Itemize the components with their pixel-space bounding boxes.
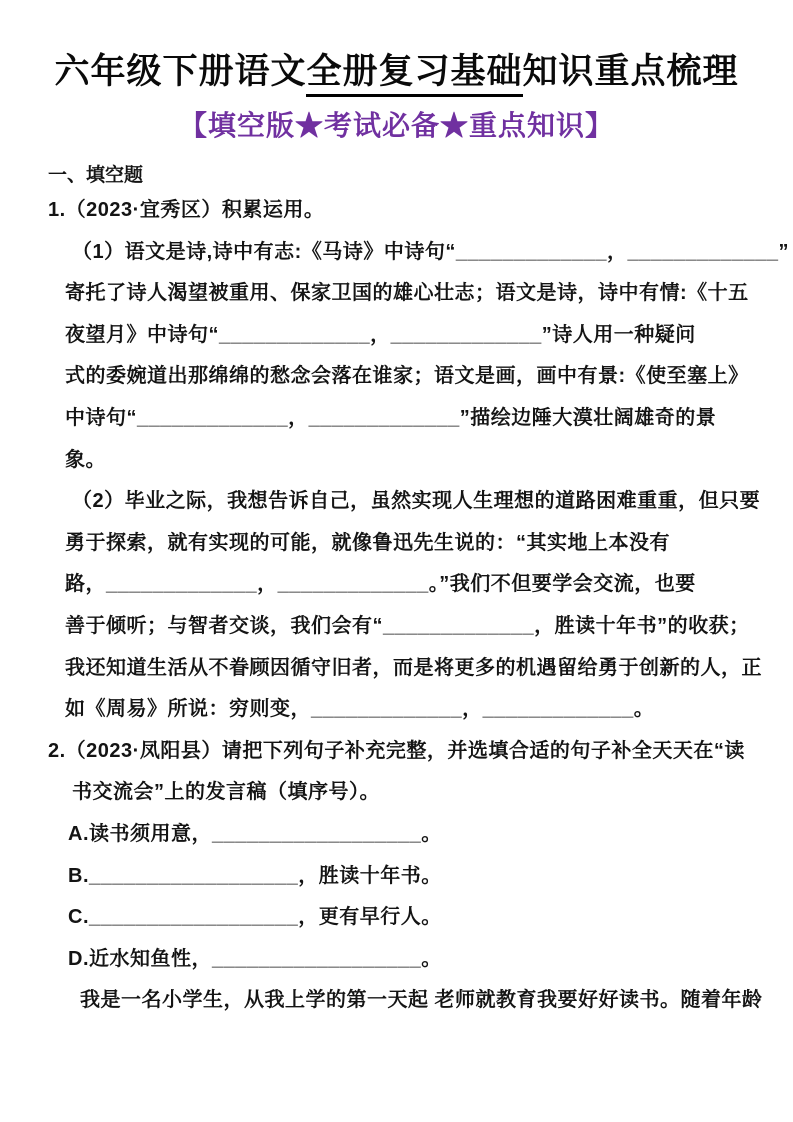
section-heading: 一、填空题	[48, 165, 144, 186]
page-subtitle: 【填空版★考试必备★重点知识】	[178, 110, 614, 141]
title-pre-text: 六年级下册语文	[54, 52, 307, 91]
document-body	[0, 190, 793, 1022]
doc-line: 书交流会”上的发言稿（填序号）。	[72, 781, 380, 804]
page-title	[0, 44, 793, 94]
doc-line: 式的委婉道出那绵绵的愁念会落在谁家；语文是画，画中有景:《使至塞上》	[65, 365, 749, 388]
doc-line: 路，_____________，_____________。”我们不但要学会交流，也要	[65, 573, 696, 596]
doc-line-option-c: C.__________________，更有早行人。	[68, 906, 442, 929]
doc-line: 我还知道生活从不眷顾因循守旧者，而是将更多的机遇留给勇于创新的人，正	[65, 656, 762, 679]
doc-line: 中诗句“_____________，_____________”描绘边陲大漠壮阔雄奇的景	[65, 406, 717, 429]
doc-line-option-a: A.读书须用意，__________________。	[68, 822, 442, 845]
doc-line: 如《周易》所说：穷则变，_____________，_____________。	[65, 698, 655, 721]
title-underlined-text: 全册复习基础	[306, 52, 522, 97]
doc-line-option-b: B.__________________，胜读十年书。	[68, 864, 442, 887]
doc-line: 勇于探索，就有实现的可能，就像鲁迅先生说的：“其实地上本没有	[65, 531, 670, 554]
doc-line-question-2: 2.（2023·凤阳县）请把下列句子补充完整，并选填合适的句子补全天天在“读	[48, 739, 745, 762]
doc-line-option-d: D.近水知鱼性，__________________。	[68, 947, 442, 970]
doc-line: （2）毕业之际，我想告诉自己，虽然实现人生理想的道路困难重重，但只要	[72, 490, 761, 513]
doc-line-question-1: 1.（2023·宜秀区）积累运用。	[48, 199, 325, 221]
doc-line: 象。	[65, 448, 106, 471]
doc-line: 我是一名小学生，从我上学的第一天起 老师就教育我要好好读书。随着年龄	[80, 989, 763, 1012]
doc-line: 善于倾听；与智者交谈，我们会有“_____________，胜读十年书”的收获；	[65, 614, 750, 637]
doc-line: （1）语文是诗,诗中有志:《马诗》中诗句“_____________，_____________”	[72, 240, 790, 263]
title-post-text: 知识重点梳理	[522, 52, 739, 91]
doc-line: 寄托了诗人渴望被重用、保家卫国的雄心壮志；语文是诗，诗中有情:《十五	[65, 282, 749, 305]
doc-line: 夜望月》中诗句“_____________，_____________”诗人用一种疑问	[65, 323, 696, 346]
